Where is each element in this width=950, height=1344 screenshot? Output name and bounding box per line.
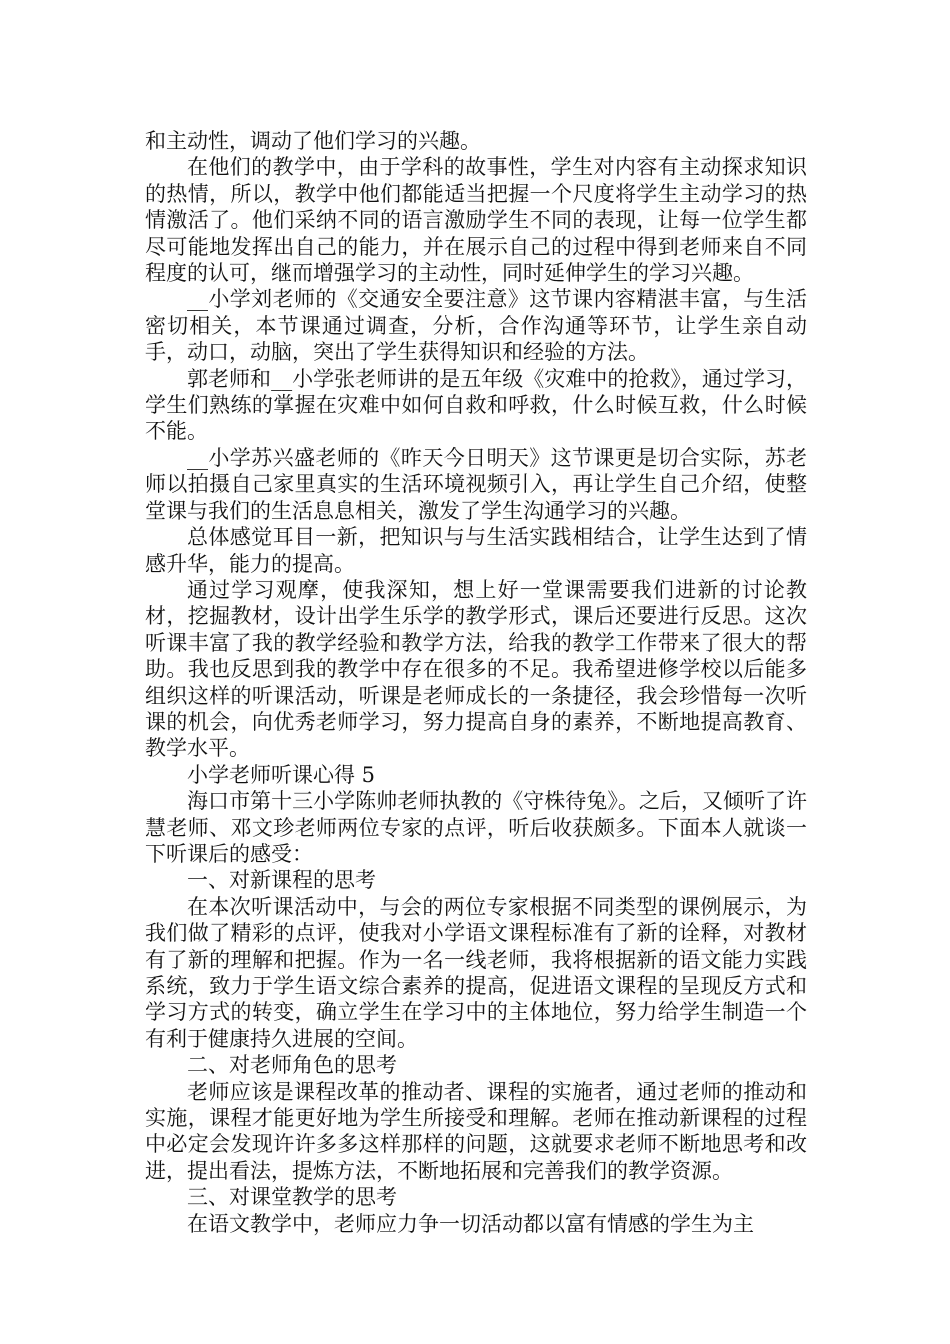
subsection-heading: 一、对新课程的思考 xyxy=(187,868,376,893)
document-page xyxy=(145,128,807,1237)
paragraph: 在语文教学中，老师应力争一切活动都以富有情感的学生为主 xyxy=(187,1211,754,1236)
section-heading: 小学老师听课心得 5 xyxy=(187,762,376,787)
paragraph: __小学刘老师的《交通安全要注意》这节课内容精湛丰富，与生活密切相关，本节课通过调查，分析，合作沟通等环节，让学生亲自动手，动口，动脑，突出了学生获得知识和经验的方法。 xyxy=(145,287,807,365)
paragraph: 郭老师和__小学张老师讲的是五年级《灾难中的抢救》，通过学习，学生们熟练的掌握在灾难中如何自救和呼救，什么时候互救，什么时候不能。 xyxy=(145,366,807,444)
paragraph: 总体感觉耳目一新，把知识与与生活实践相结合，让学生达到了情感升华，能力的提高。 xyxy=(145,525,807,576)
paragraph: 老师应该是课程改革的推动者、课程的实施者，通过老师的推动和实施，课程才能更好地为学生所接受和理解。老师在推动新课程的过程中必定会发现许许多多这样那样的问题，这就要求老师不断地思考和改进，提出看法，提炼方法，不断地拓展和完善我们的教学资源。 xyxy=(145,1079,807,1183)
paragraph: 在本次听课活动中，与会的两位专家根据不同类型的课例展示，为我们做了精彩的点评，使我对小学语文课程标准有了新的诠释，对教材有了新的理解和把握。作为一名一线老师，我将根据新的语文能力实践系统，致力于学生语文综合素养的提高，促进语文课程的呈现反方式和学习方式的转变，确立学生在学习中的主体地位，努力给学生制造一个有利于健康持久进展的空间。 xyxy=(145,894,807,1051)
paragraph: __小学苏兴盛老师的《昨天今日明天》这节课更是切合实际，苏老师以拍摄自己家里真实的生活环境视频引入，再让学生自己介绍，使整堂课与我们的生活息息相关，激发了学生沟通学习的兴趣。 xyxy=(145,445,807,523)
paragraph: 海口市第十三小学陈帅老师执教的《守株待兔》。之后，又倾听了许慧老师、邓文珍老师两位专家的点评，听后收获颇多。下面本人就谈一下听课后的感受： xyxy=(145,789,807,866)
subsection-heading: 三、对课堂教学的思考 xyxy=(187,1185,397,1210)
paragraph-continuation: 和主动性，调动了他们学习的兴趣。 xyxy=(145,129,481,153)
paragraph: 在他们的教学中，由于学科的故事性，学生对内容有主动探求知识的热情，所以，教学中他们都能适当把握一个尺度将学生主动学习的热情激活了。他们采纳不同的语言激励学生不同的表现，让每一位学生都尽可能地发挥出自己的能力，并在展示自己的过程中得到老师来自不同程度的认可，继而增强学习的主动性，同时延伸学生的学习兴趣。 xyxy=(145,155,807,286)
subsection-heading: 二、对老师角色的思考 xyxy=(187,1053,397,1078)
paragraph: 通过学习观摩，使我深知，想上好一堂课需要我们进新的讨论教材，挖掘教材，设计出学生乐学的教学形式，课后还要进行反思。这次听课丰富了我的教学经验和教学方法，给我的教学工作带来了很大的帮助。我也反思到我的教学中存在很多的不足。我希望进修学校以后能多组织这样的听课活动，听课是老师成长的一条捷径，我会珍惜每一次听课的机会，向优秀老师学习，努力提高自身的素养，不断地提高教育、教学水平。 xyxy=(145,577,807,761)
